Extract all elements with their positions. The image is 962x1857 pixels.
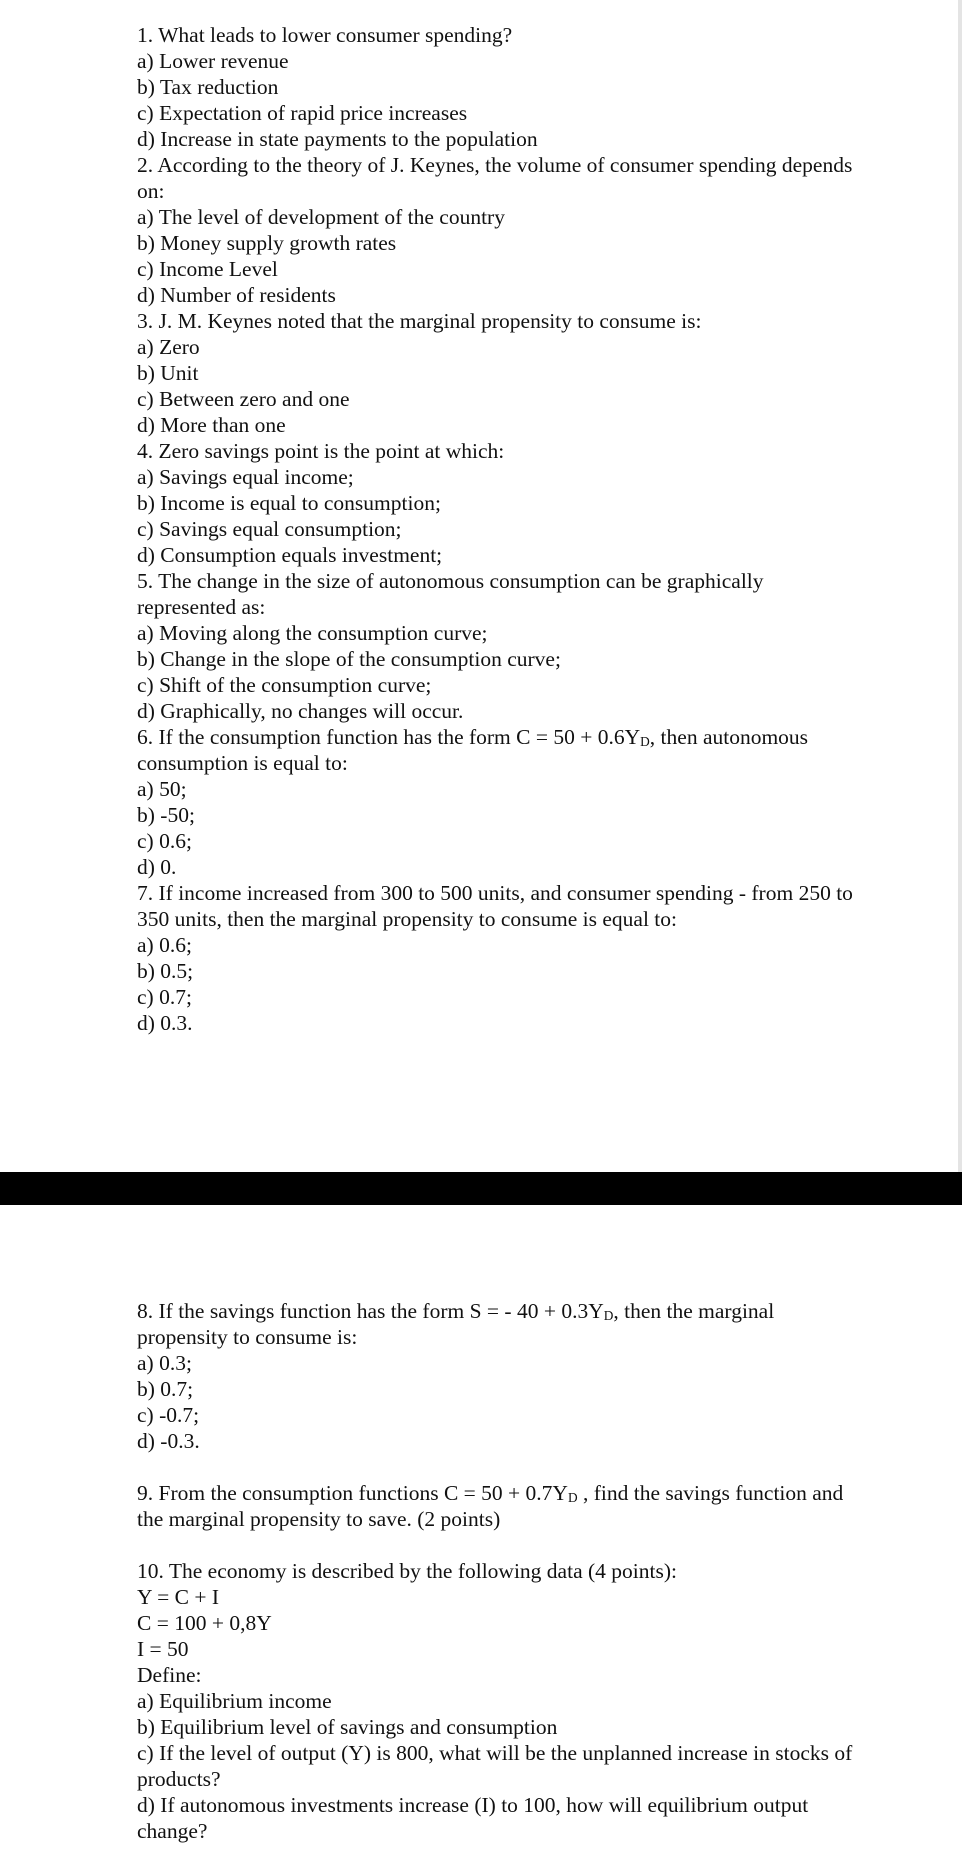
- task: c) If the level of output (Y) is 800, what will be the unplanned increase in stocks of: [137, 1741, 853, 1765]
- subscript-d: D: [567, 1489, 578, 1505]
- define-label: Define:: [137, 1663, 202, 1687]
- task: d) If autonomous investments increase (I) to 100, how will equilibrium output: [137, 1793, 809, 1817]
- question-5-continued: represented as:: [137, 595, 266, 619]
- option: a) Zero: [137, 335, 200, 359]
- spacer: [137, 1454, 897, 1480]
- option: c) Savings equal consumption;: [137, 517, 402, 541]
- page-1-content: [137, 22, 897, 1036]
- question-1: 1. What leads to lower consumer spending?: [137, 23, 513, 47]
- question-6-text: 6. If the consumption function has the form C = 50 + 0.6Y: [137, 725, 641, 749]
- subscript-d: D: [603, 1307, 614, 1323]
- question-9-text-end: , find the savings function and: [577, 1481, 844, 1505]
- question-6-continued: consumption is equal to:: [137, 751, 348, 775]
- question-10: 10. The economy is described by the following data (4 points):: [137, 1559, 677, 1583]
- task-continued: change?: [137, 1819, 208, 1843]
- option: a) The level of development of the country: [137, 205, 505, 229]
- question-3: 3. J. M. Keynes noted that the marginal propensity to consume is:: [137, 309, 702, 333]
- question-8: [137, 1298, 897, 1324]
- option: b) 0.7;: [137, 1377, 194, 1401]
- option: c) -0.7;: [137, 1403, 200, 1427]
- option: c) Income Level: [137, 257, 278, 281]
- option: c) 0.7;: [137, 985, 192, 1009]
- question-9-text: 9. From the consumption functions C = 50 + 0.7Y: [137, 1481, 568, 1505]
- task: b) Equilibrium level of savings and consumption: [137, 1715, 558, 1739]
- option: d) 0.3.: [137, 1011, 193, 1035]
- question-9: [137, 1480, 897, 1506]
- option: b) -50;: [137, 803, 195, 827]
- option: a) Lower revenue: [137, 49, 289, 73]
- page-divider: [0, 1172, 962, 1205]
- question-2-continued: on:: [137, 179, 165, 203]
- option: c) Shift of the consumption curve;: [137, 673, 432, 697]
- option: b) 0.5;: [137, 959, 194, 983]
- option: d) More than one: [137, 413, 286, 437]
- option: c) Between zero and one: [137, 387, 350, 411]
- option: a) Moving along the consumption curve;: [137, 621, 488, 645]
- equation: C = 100 + 0,8Y: [137, 1611, 272, 1635]
- option: c) 0.6;: [137, 829, 192, 853]
- option: d) Number of residents: [137, 283, 336, 307]
- question-8-text: 8. If the savings function has the form S = - 40 + 0.3Y: [137, 1299, 604, 1323]
- option: d) Graphically, no changes will occur.: [137, 699, 464, 723]
- option: a) Savings equal income;: [137, 465, 354, 489]
- question-5: 5. The change in the size of autonomous consumption can be graphically: [137, 569, 764, 593]
- equation: I = 50: [137, 1637, 189, 1661]
- question-2: 2. According to the theory of J. Keynes, the volume of consumer spending depends: [137, 153, 853, 177]
- option: d) Consumption equals investment;: [137, 543, 443, 567]
- question-7-continued: 350 units, then the marginal propensity to consume is equal to:: [137, 907, 678, 931]
- option: b) Unit: [137, 361, 199, 385]
- option: d) 0.: [137, 855, 177, 879]
- option: a) 0.6;: [137, 933, 192, 957]
- task: a) Equilibrium income: [137, 1689, 332, 1713]
- question-8-text-end: , then the marginal: [613, 1299, 775, 1323]
- equation: Y = C + I: [137, 1585, 219, 1609]
- option: d) Increase in state payments to the population: [137, 127, 538, 151]
- option: c) Expectation of rapid price increases: [137, 101, 468, 125]
- question-6: [137, 724, 897, 750]
- option: b) Money supply growth rates: [137, 231, 397, 255]
- question-6-text-end: , then autonomous: [649, 725, 809, 749]
- document-page-2: [0, 1205, 962, 1857]
- option: b) Tax reduction: [137, 75, 279, 99]
- question-4: 4. Zero savings point is the point at which:: [137, 439, 505, 463]
- option: b) Income is equal to consumption;: [137, 491, 441, 515]
- spacer: [137, 1532, 897, 1558]
- page-2-content: [137, 1298, 897, 1844]
- option: a) 0.3;: [137, 1351, 192, 1375]
- question-9-continued: the marginal propensity to save. (2 points): [137, 1507, 501, 1531]
- page-edge: [958, 0, 962, 1172]
- subscript-d: D: [640, 733, 650, 749]
- option: d) -0.3.: [137, 1429, 200, 1453]
- option: b) Change in the slope of the consumption curve;: [137, 647, 561, 671]
- question-7: 7. If income increased from 300 to 500 units, and consumer spending - from 250 to: [137, 881, 853, 905]
- question-8-continued: propensity to consume is:: [137, 1325, 358, 1349]
- task-continued: products?: [137, 1767, 221, 1791]
- option: a) 50;: [137, 777, 187, 801]
